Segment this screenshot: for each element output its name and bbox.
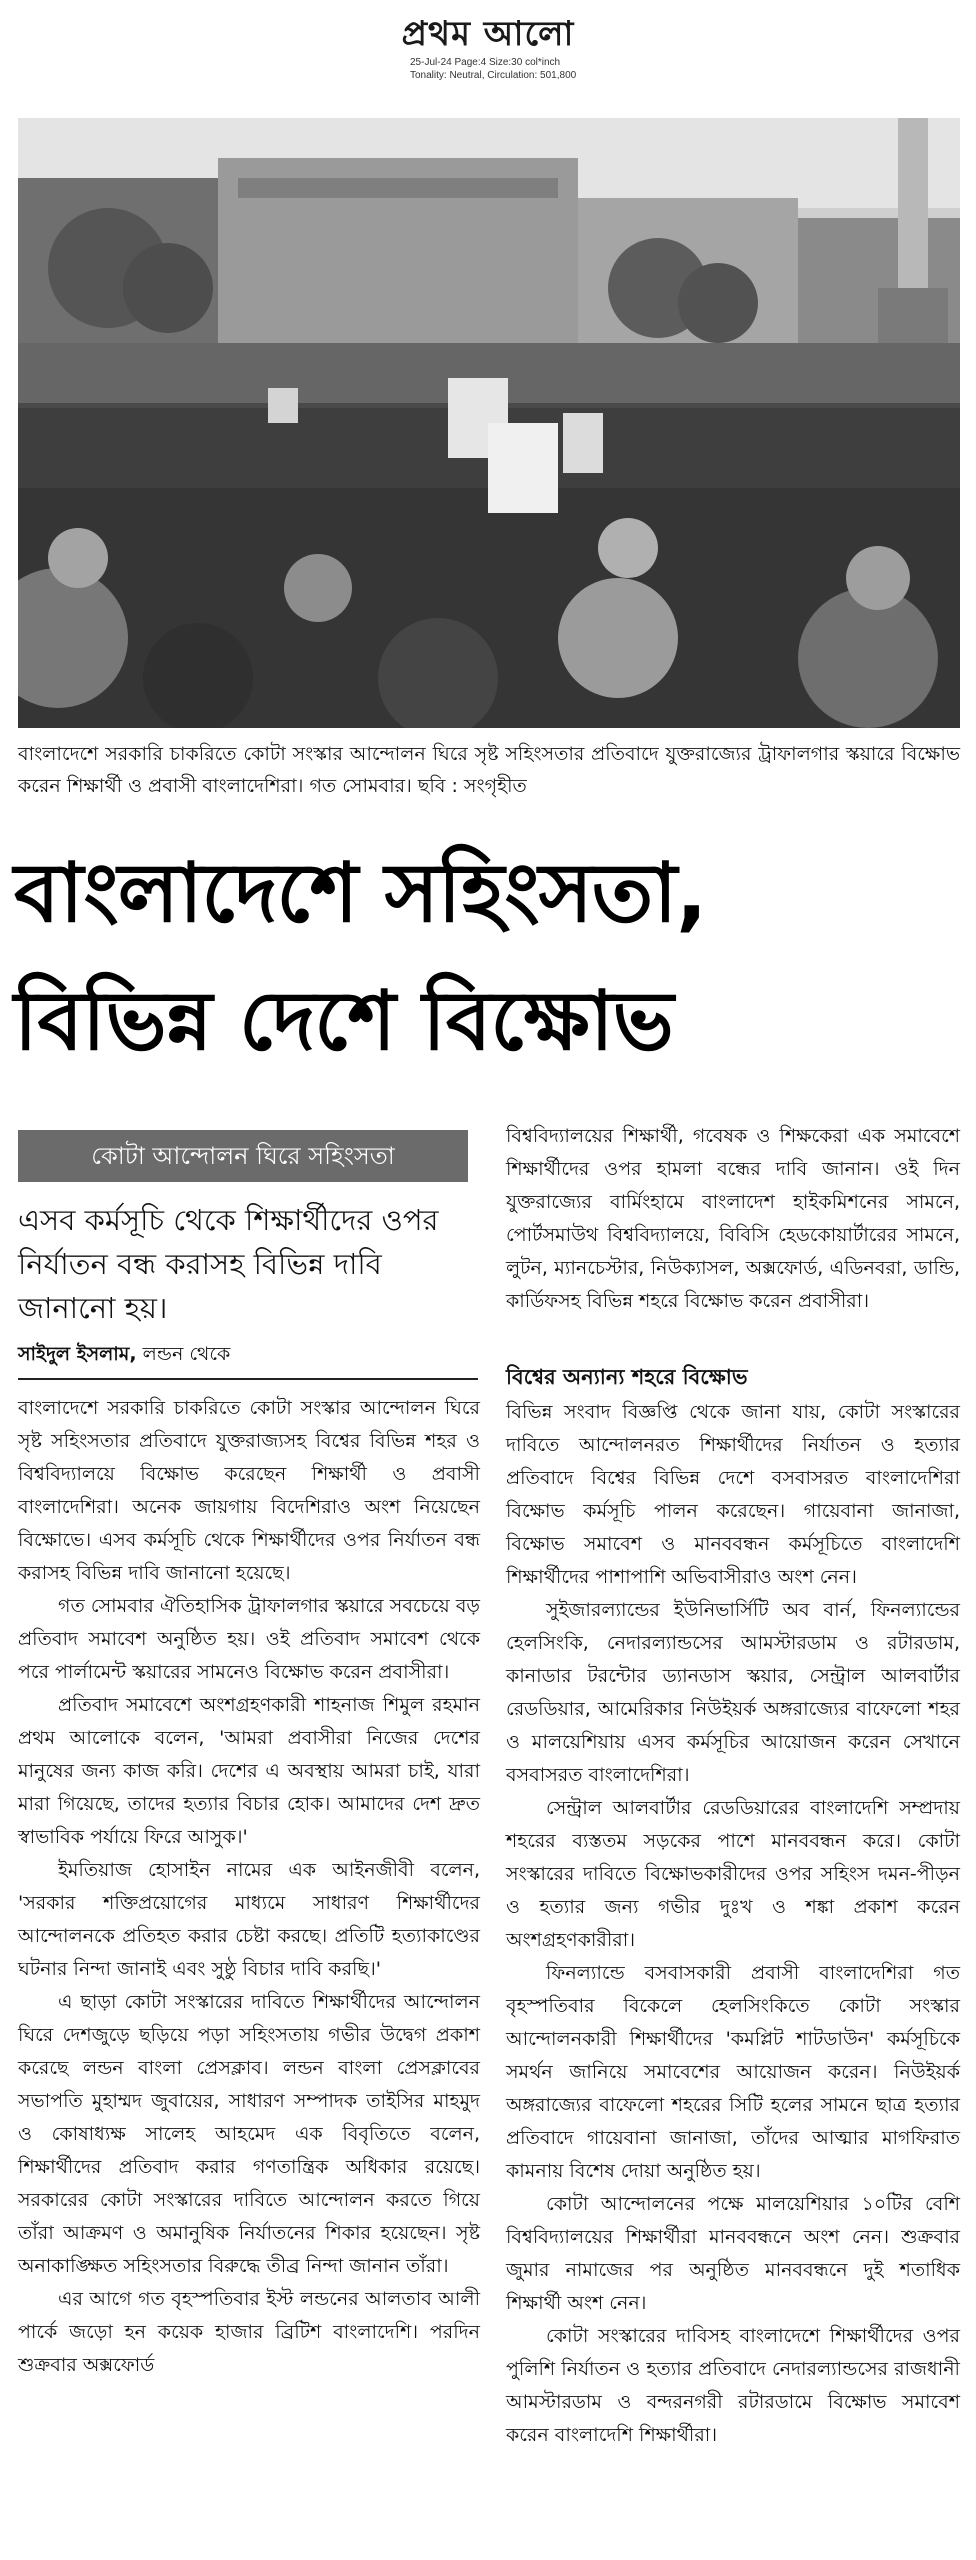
- left-paragraph: এ ছাড়া কোটা সংস্কারের দাবিতে শিক্ষার্থীদের আন্দোলন ঘিরে দেশজুড়ে ছড়িয়ে পড়া সহিংসতায় গভীর উদ্বেগ প্রকাশ করেছে লন্ডন বাংলা প্রেসক্লাব। লন্ডন বাংলা প্রেসক্লাবের সভাপতি মুহাম্মদ জুবায়ের, সাধারণ সম্পাদক তাইসির মাহমুদ ও কোষাধ্যক্ষ সালেহ আহমেদ এক বিবৃতিতে বলেন, শিক্ষার্থীদের প্রতিবাদ করার গণতান্ত্রিক অধিকার রয়েছে। সরকারের কোটা সংস্কারের দাবিতে আন্দোলন করতে গিয়ে তাঁরা আক্রমণ ও অমানুষিক নির্যাতনের শিকার হয়েছেন। সৃষ্ট অনাকাঙ্ক্ষিত সহিংসতার বিরুদ্ধে তীব্র নিন্দা জানান তাঁরা।: [18, 1991, 480, 2277]
- left-paragraph: এর আগে গত বৃহস্পতিবার ইস্ট লন্ডনের আলতাব আলী পার্কে জড়ো হন কয়েক হাজার ব্রিটিশ বাংলাদেশি। পরদিন শুক্রবার অক্সফোর্ড: [18, 2288, 480, 2376]
- photo-caption-text: বাংলাদেশে সরকারি চাকরিতে কোটা সংস্কার আন্দোলন ঘিরে সৃষ্ট সহিংসতার প্রতিবাদে যুক্তরাজ্যের ট্রাফালগার স্কয়ারে বিক্ষোভ করেন শিক্ষার্থী ও প্রবাসী বাংলাদেশিরা। গত সোমবার।: [18, 743, 960, 797]
- byline-location: লন্ডন থেকে: [142, 1343, 231, 1365]
- right-paragraph: বিভিন্ন সংবাদ বিজ্ঞপ্তি থেকে জানা যায়, কোটা সংস্কারের দাবিতে আন্দোলনরত শিক্ষার্থীদের নির্যাতন ও হত্যার প্রতিবাদে বিশ্বের বিভিন্ন দেশে বসবাসরত বাংলাদেশিরা বিক্ষোভ কর্মসূচি পালন করেছেন। গায়েবানা জানাজা, বিক্ষোভ সমাবেশ ও মানববন্ধন কর্মসূচিতে বাংলাদেশি শিক্ষার্থীদের পাশাপাশি অভিবাসীরাও অংশ নেন।: [506, 1401, 960, 1588]
- right-paragraph: কোটা আন্দোলনের পক্ষে মালয়েশিয়ার ১০টির বেশি বিশ্ববিদ্যালয়ের শিক্ষার্থীরা মানববন্ধনে অংশ নেন। শুক্রবার জুমার নামাজের পর অনুষ্ঠিত মানববন্ধনে দুই শতাধিক শিক্ষার্থী অংশ নেন।: [506, 2193, 960, 2314]
- article-right-column-top: [506, 1120, 960, 1318]
- clipping-meta: [410, 56, 576, 82]
- newspaper-logo: প্রথম আলো: [401, 14, 575, 54]
- article-right-column: [506, 1396, 960, 2452]
- deck-text: এসব কর্মসূচি থেকে শিক্ষার্থীদের ওপর নির্যাতন বন্ধ করাসহ বিভিন্ন দাবি জানানো হয়।: [18, 1203, 439, 1325]
- right-paragraph: কোটা সংস্কারের দাবিসহ বাংলাদেশে শিক্ষার্থীদের ওপর পুলিশি নির্যাতন ও হত্যার প্রতিবাদে নেদারল্যান্ডসের রাজধানী আমস্টারডাম ও বন্দরনগরী রটারডামে বিক্ষোভ সমাবেশ করেন বাংলাদেশি শিক্ষার্থীরা।: [506, 2325, 960, 2446]
- right-paragraph: ফিনল্যান্ডে বসবাসকারী প্রবাসী বাংলাদেশিরা গত বৃহস্পতিবার বিকেলে হেলসিংকিতে কোটা সংস্কার আন্দোলনকারী শিক্ষার্থীদের 'কমপ্লিট শাটডাউন' কর্মসূচিকে সমর্থন জানিয়ে সমাবেশের আয়োজন করেন। নিউইয়র্ক অঙ্গরাজ্যের বাফেলো শহরের সিটি হলের সামনে ছাত্র হত্যার প্রতিবাদে গায়েবানা জানাজা, তাঁদের আত্মার মাগফিরাত কামনায় বিশেষ দোয়া অনুষ্ঠিত হয়।: [506, 1962, 960, 2182]
- left-paragraph: বাংলাদেশে সরকারি চাকরিতে কোটা সংস্কার আন্দোলন ঘিরে সৃষ্ট সহিংসতার প্রতিবাদে যুক্তরাজ্যসহ বিশ্বের বিভিন্ন শহর ও বিশ্ববিদ্যালয়ে বিক্ষোভ করেছেন শিক্ষার্থী ও প্রবাসী বাংলাদেশিরা। অনেক জায়গায় বিদেশিরাও অংশ নিয়েছেন বিক্ষোভে। এসব কর্মসূচি থেকে শিক্ষার্থীদের ওপর নির্যাতন বন্ধ করাসহ বিভিন্ন দাবি জানানো হয়েছে।: [18, 1397, 480, 1584]
- article-left-column: [18, 1392, 480, 2382]
- news-photo: [18, 118, 960, 728]
- byline-author: সাইদুল ইসলাম,: [18, 1343, 137, 1365]
- photo-caption: [18, 738, 960, 802]
- right-paragraph: সুইজারল্যান্ডের ইউনিভার্সিটি অব বার্ন, ফিনল্যান্ডের হেলসিংকি, নেদারল্যান্ডসের আমস্টারডাম ও রটারডাম, কানাডার টরন্টোর ড্যানডাস স্কয়ার, সেন্ট্রাল আলবার্টার রেডডিয়ার, আমেরিকার নিউইয়র্ক অঙ্গরাজ্যের বাফেলো শহর ও মালয়েশিয়ায় এসব কর্মসূচির আয়োজন করেন সেখানে বসবাসরত বাংলাদেশিরা।: [506, 1599, 960, 1786]
- crowd-photo-illustration: [18, 118, 960, 728]
- left-paragraph: ইমতিয়াজ হোসাইন নামের এক আইনজীবী বলেন, 'সরকার শক্তিপ্রয়োগের মাধ্যমে সাধারণ শিক্ষার্থীদের আন্দোলনকে প্রতিহত করার চেষ্টা করছে। প্রতিটি হত্যাকাণ্ডের ঘটনার নিন্দা জানাই এবং সুষ্ঠু বিচার দাবি করছি।': [18, 1859, 480, 1980]
- section-subhead: বিশ্বের অন্যান্য শহরে বিক্ষোভ: [506, 1365, 748, 1389]
- photo-credit: ছবি : সংগৃহীত: [417, 775, 527, 797]
- byline-divider: [18, 1378, 478, 1380]
- clipping-meta-line2: Tonality: Neutral, Circulation: 501,800: [410, 70, 577, 81]
- headline-line2: বিভিন্ন দেশে বিক্ষোভ: [14, 974, 673, 1069]
- clipping-meta-line1: 25-Jul-24 Page:4 Size:30 col*inch: [410, 57, 561, 68]
- left-paragraph: গত সোমবার ঐতিহাসিক ট্রাফালগার স্কয়ারে সবচেয়ে বড় প্রতিবাদ সমাবেশ অনুষ্ঠিত হয়। ওই প্রতিবাদ সমাবেশ থেকে পরে পার্লামেন্ট স্কয়ারের সামনেও বিক্ষোভ করেন প্রবাসীরা।: [18, 1595, 480, 1683]
- headline-line1: বাংলাদেশে সহিংসতা,: [14, 846, 707, 941]
- kicker-label: কোটা আন্দোলন ঘিরে সহিংসতা: [18, 1130, 468, 1182]
- right-paragraph: সেন্ট্রাল আলবার্টার রেডডিয়ারের বাংলাদেশি সম্প্রদায় শহরের ব্যস্ততম সড়কের পাশে মানববন্ধন করে। কোটা সংস্কারের দাবিতে বিক্ষোভকারীদের ওপর সহিংস দমন-পীড়ন ও হত্যার জন্য গভীর দুঃখ ও শঙ্কা প্রকাশ করেন অংশগ্রহণকারীরা।: [506, 1797, 960, 1951]
- right-top-paragraph: বিশ্ববিদ্যালয়ের শিক্ষার্থী, গবেষক ও শিক্ষকেরা এক সমাবেশে শিক্ষার্থীদের ওপর হামলা বন্ধের দাবি জানান। ওই দিন যুক্তরাজ্যের বার্মিংহামে বাংলাদেশ হাইকমিশনের সামনে, পোর্টসমাউথ বিশ্ববিদ্যালয়ে, বিবিসি হেডকোয়ার্টারের সামনে, লুটন, ম্যানচেস্টার, নিউক্যাসল, অক্সফোর্ড, এডিনবরা, ডান্ডি, কার্ডিফসহ বিভিন্ন শহরে বিক্ষোভ করেন প্রবাসীরা।: [506, 1125, 960, 1312]
- left-paragraph: প্রতিবাদ সমাবেশে অংশগ্রহণকারী শাহনাজ শিমুল রহমান প্রথম আলোকে বলেন, 'আমরা প্রবাসীরা নিজের দেশের মানুষের জন্য কাজ করি। দেশের এ অবস্থায় আমরা চাই, যারা মারা গিয়েছে, তাদের হত্যার বিচার হোক। আমাদের দেশ দ্রুত স্বাভাবিক পর্যায়ে ফিরে আসুক।': [18, 1694, 480, 1848]
- byline: [18, 1340, 478, 1368]
- headline: [14, 830, 962, 1086]
